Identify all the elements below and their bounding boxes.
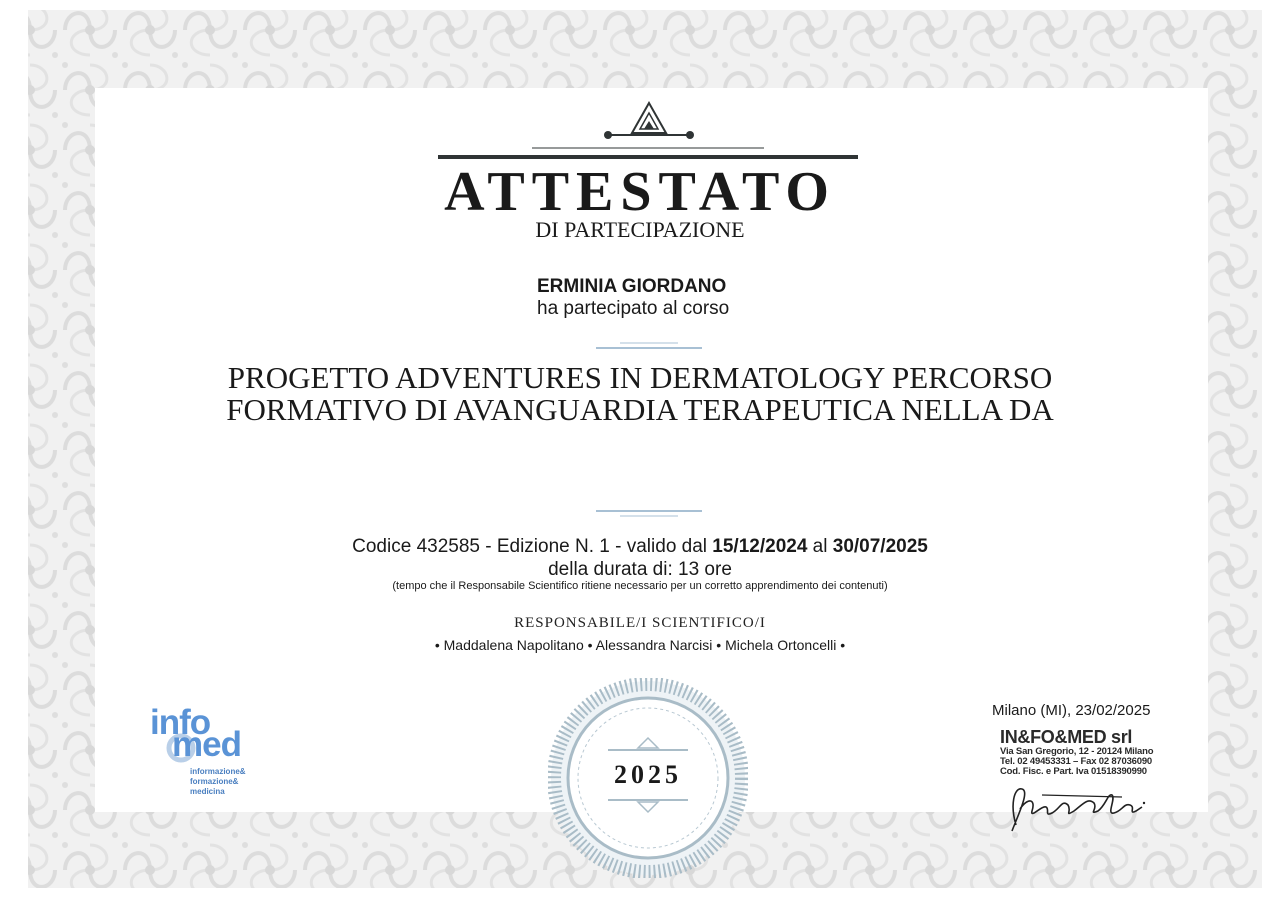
course-title-line-1: PROGETTO ADVENTURES IN DERMATOLOGY PERCORSO (227, 360, 1053, 395)
responsabile-name: Michela Ortoncelli (725, 637, 837, 653)
seal-year: 2025 (614, 760, 682, 789)
logo-word-info: info (150, 703, 211, 742)
stamp-address: Via San Gregorio, 12 - 20124 Milano (1000, 745, 1154, 757)
duration-note: (tempo che il Responsabile Scientifico ritiene necessario per un corretto apprendimento dei contenuti) (392, 580, 888, 592)
bullet: • (840, 637, 846, 653)
responsabile-name: Alessandra Narcisi (595, 637, 713, 653)
bullet: • (587, 637, 593, 653)
company-stamp (1000, 728, 1153, 777)
signature-icon (1002, 775, 1152, 837)
certificate-subtitle: DI PARTECIPAZIONE (535, 217, 745, 242)
logo-tag-3: medicina (190, 787, 225, 796)
bullet: • (434, 637, 440, 653)
al-text: al (807, 536, 833, 557)
course-title (0, 362, 1280, 426)
stamp-phone: Tel. 02 49453331 – Fax 02 87036090 (1000, 755, 1153, 767)
triangle-emblem-icon (438, 100, 860, 162)
course-title-line-2: FORMATIVO DI AVANGUARDIA TERAPEUTICA NELLA DA (226, 392, 1054, 427)
place-date: Milano (MI), 23/02/2025 (992, 702, 1151, 719)
infomed-logo (150, 703, 275, 803)
course-duration: della durata di: 13 ore (548, 559, 732, 580)
stamp-fiscal: Cod. Fisc. e Part. Iva 01518390990 (1000, 765, 1147, 777)
logo-word-med: med (172, 725, 241, 764)
course-code-line (0, 536, 1280, 558)
divider-bottom (596, 509, 702, 517)
valid-to-date: 30/07/2025 (832, 536, 928, 557)
valid-from-date: 15/12/2024 (712, 536, 808, 557)
divider-top (596, 342, 702, 350)
participation-text: ha partecipato al corso (537, 298, 730, 319)
bullet: • (716, 637, 722, 653)
responsabili-heading: RESPONSABILE/I SCIENTIFICO/I (514, 615, 766, 631)
responsabili-list (0, 637, 1280, 653)
logo-tag-2: formazione& (190, 777, 239, 786)
stamp-company: IN&FO&MED srl (1000, 727, 1133, 747)
responsabile-name: Maddalena Napolitano (443, 637, 584, 653)
logo-tag-1: informazione& (190, 767, 246, 776)
course-code-text: Codice 432585 - Edizione N. 1 - valido dal (352, 536, 713, 557)
certificate-title: ATTESTATO (444, 161, 836, 223)
participant-name: ERMINIA GIORDANO (537, 276, 727, 297)
